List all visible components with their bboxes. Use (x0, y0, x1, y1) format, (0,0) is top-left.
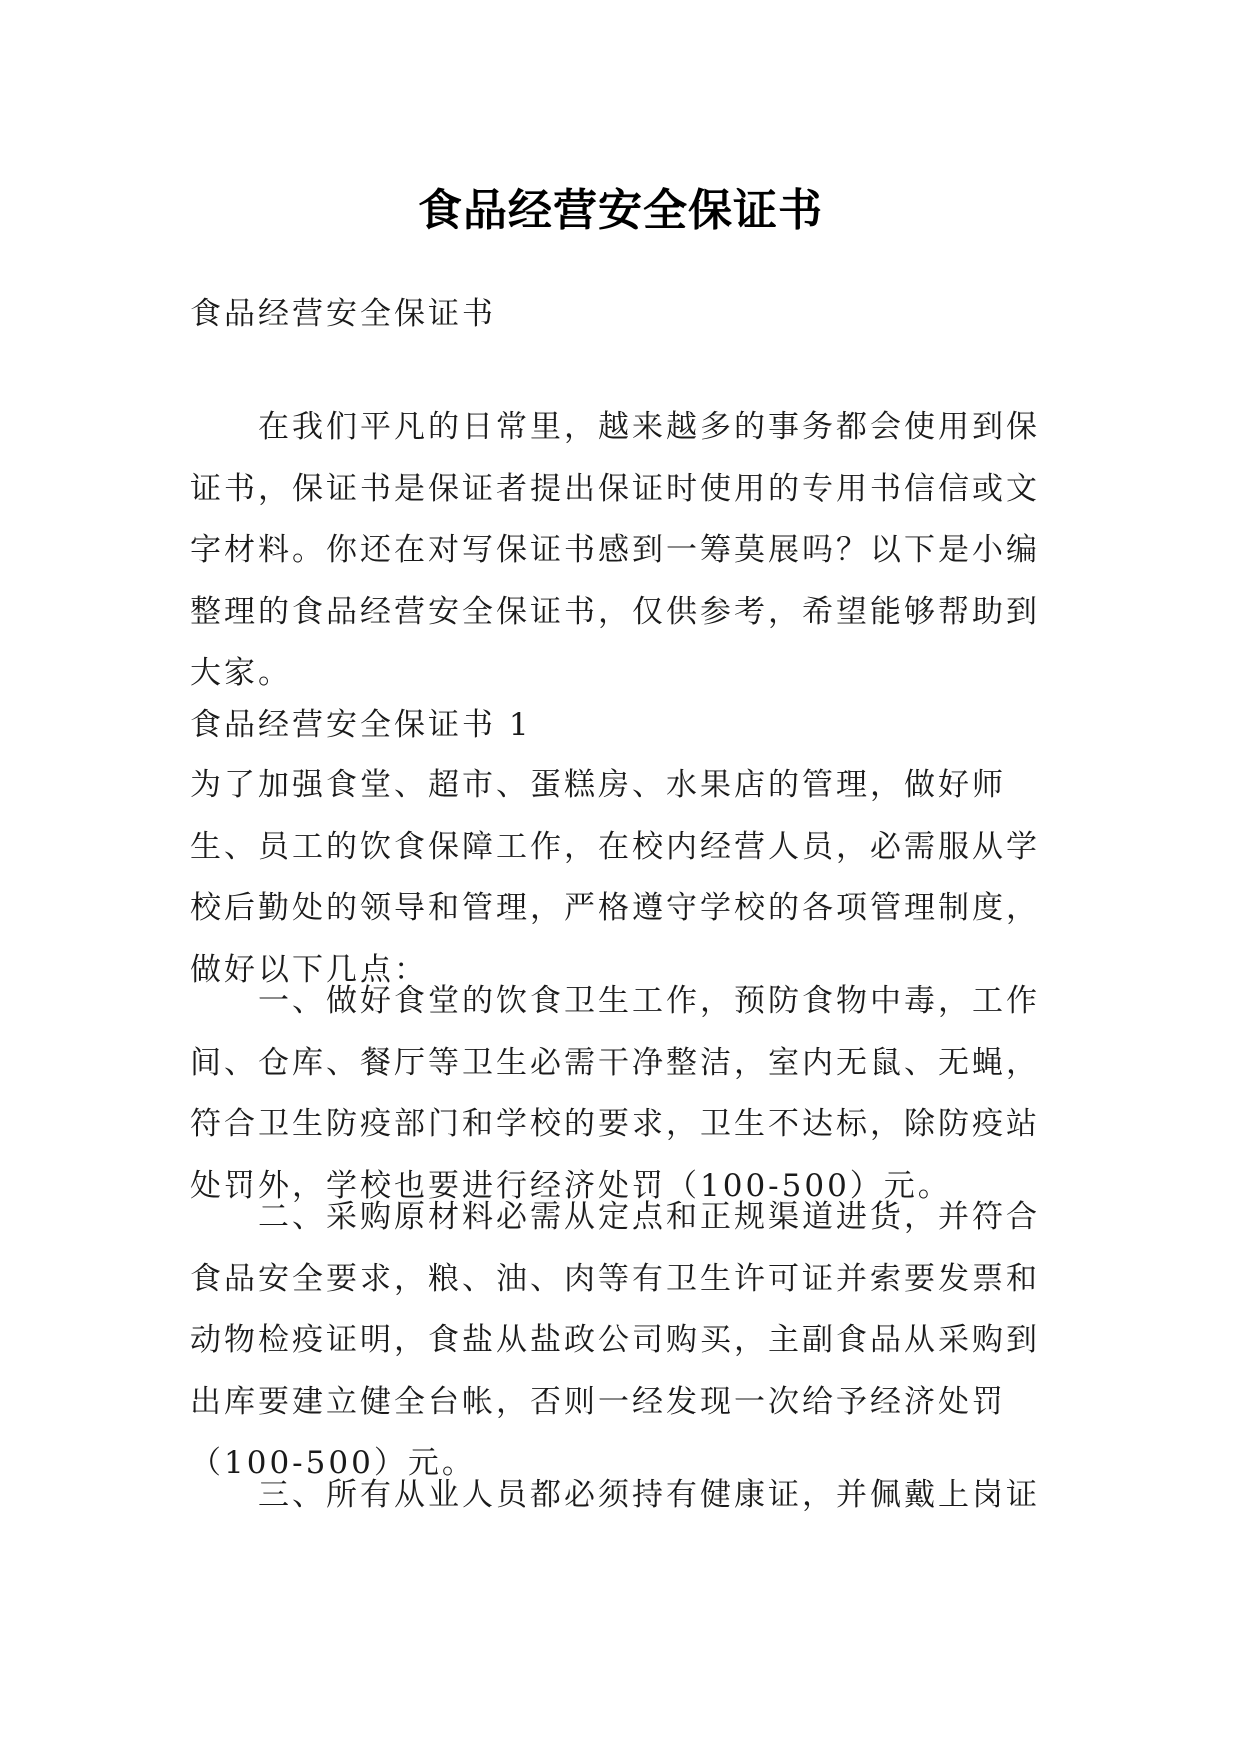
section-heading: 食品经营安全保证书 1 (190, 707, 532, 743)
document-title: 食品经营安全保证书 (418, 185, 823, 237)
item-2-paragraph: 二、采购原材料必需从定点和正规渠道进货，并符合食品安全要求，粮、油、肉等有卫生许可证并索要发票和动物检疫证明，食盐从盐政公司购买，主副食品从采购到出库要建立健全台帐，否则一经发现一次给予经济处罚（100-500）元。 (190, 1199, 1040, 1481)
intro-paragraph: 在我们平凡的日常里，越来越多的事务都会使用到保证书，保证书是保证者提出保证时使用的专用书信信或文字材料。你还在对写保证书感到一筹莫展吗？以下是小编整理的食品经营安全保证书，仅供参考，希望能够帮助到大家。 (190, 409, 1040, 691)
document-subtitle: 食品经营安全保证书 (190, 296, 496, 332)
item-1-paragraph: 一、做好食堂的饮食卫生工作，预防食物中毒，工作间、仓库、餐厅等卫生必需干净整洁，室内无鼠、无蝇，符合卫生防疫部门和学校的要求，卫生不达标，除防疫站处罚外，学校也要进行经济处罚（100-500）元。 (190, 983, 1040, 1204)
opening-paragraph: 为了加强食堂、超市、蛋糕房、水果店的管理，做好师生、员工的饮食保障工作，在校内经营人员，必需服从学校后勤处的领导和管理，严格遵守学校的各项管理制度，做好以下几点： (190, 767, 1040, 988)
item-3-paragraph: 三、所有从业人员都必须持有健康证，并佩戴上岗证 (258, 1477, 1040, 1513)
